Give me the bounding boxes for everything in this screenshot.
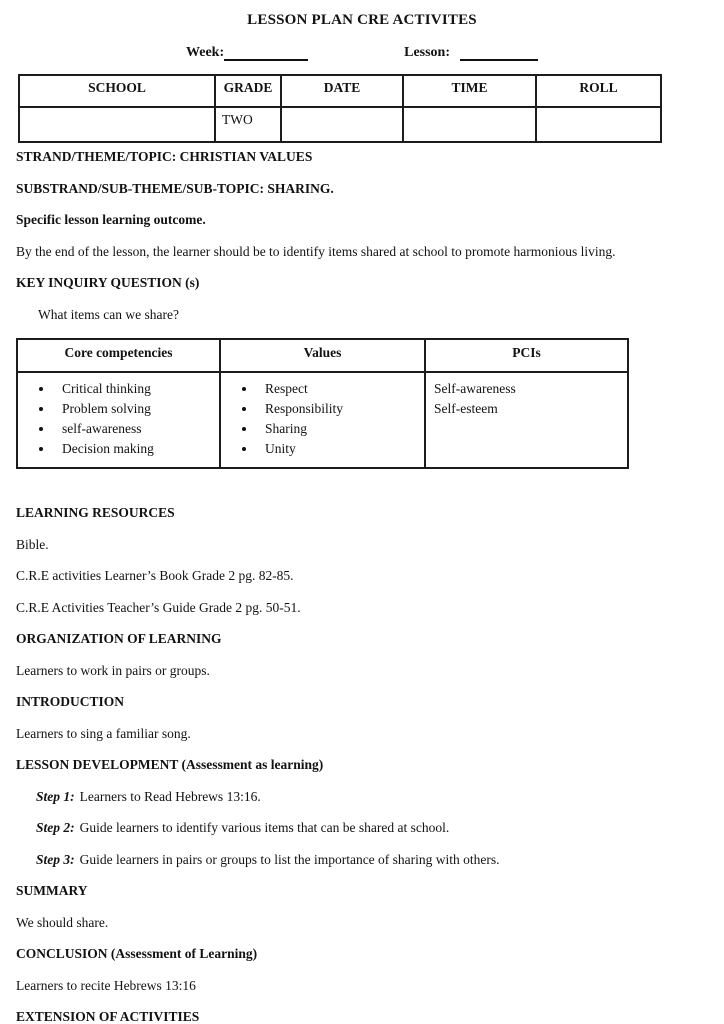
week-lesson-row (16, 43, 708, 61)
info-cell-school (19, 107, 215, 142)
organization-heading: ORGANIZATION OF LEARNING (16, 631, 222, 646)
competency-body-row (17, 372, 628, 468)
lesson-step (16, 820, 708, 836)
key-inquiry-heading: KEY INQUIRY QUESTION (s) (16, 275, 200, 290)
competency-header-row (17, 339, 628, 372)
lesson-step (16, 789, 708, 805)
resource-item: C.R.E activities Learner’s Book Grade 2 pg. 82-85. (16, 568, 294, 583)
conclusion-text: Learners to recite Hebrews 13:16 (16, 977, 196, 993)
list-item: • Decision making (54, 439, 211, 459)
list-item: • Responsibility (257, 399, 416, 419)
competency-header-pcis: PCIs (425, 339, 628, 372)
pcis-cell (425, 372, 628, 468)
introduction-text: Learners to sing a familiar song. (16, 725, 191, 741)
info-header-school: SCHOOL (19, 75, 215, 107)
competency-header-values: Values (220, 339, 425, 372)
step-text: Guide learners to identify various items that can be shared at school. (79, 820, 450, 835)
step-text: Guide learners in pairs or groups to list the importance of sharing with others. (79, 851, 500, 867)
outcome-text: By the end of the lesson, the learner should be to identify items shared at school to promote harmonious living. (16, 243, 616, 259)
info-cell-time (403, 107, 536, 142)
core-competencies-cell (17, 372, 220, 468)
pci-item: Self-esteem (434, 401, 498, 416)
lesson-step (16, 852, 708, 868)
substrand-heading: SUBSTRAND/SUB-THEME/SUB-TOPIC: SHARING. (16, 180, 334, 196)
strand-heading: STRAND/THEME/TOPIC: CHRISTIAN VALUES (16, 149, 313, 164)
extension-heading: EXTENSION OF ACTIVITIES (16, 1009, 200, 1024)
info-header-date: DATE (281, 75, 403, 107)
step-label: Step 3: (36, 851, 75, 867)
step-text: Learners to Read Hebrews 13:16. (79, 788, 261, 804)
resource-item: Bible. (16, 536, 49, 552)
info-table-value-row (19, 107, 661, 142)
core-competencies-list (26, 379, 211, 459)
list-item: • Problem solving (54, 399, 211, 419)
organization-text: Learners to work in pairs or groups. (16, 662, 210, 678)
values-cell (220, 372, 425, 468)
step-label: Step 1: (36, 788, 75, 804)
info-cell-roll (536, 107, 661, 142)
info-cell-date (281, 107, 403, 142)
competency-table (16, 338, 629, 469)
list-item: • Critical thinking (54, 379, 211, 399)
page-title: LESSON PLAN CRE ACTIVITES (247, 12, 477, 28)
school-info-table (18, 74, 662, 143)
info-cell-grade: TWO (215, 107, 281, 142)
info-header-time: TIME (403, 75, 536, 107)
lesson-blank-field (460, 47, 538, 61)
conclusion-heading: CONCLUSION (Assessment of Learning) (16, 946, 258, 961)
lesson-development-heading: LESSON DEVELOPMENT (Assessment as learning) (16, 757, 324, 772)
summary-text: We should share. (16, 914, 109, 930)
info-header-grade: GRADE (215, 75, 281, 107)
step-label: Step 2: (36, 820, 75, 835)
lesson-group (404, 45, 538, 61)
learning-resources-heading: LEARNING RESOURCES (16, 505, 175, 520)
list-item: • self-awareness (54, 419, 211, 439)
introduction-heading: INTRODUCTION (16, 694, 125, 709)
list-item: • Sharing (257, 419, 416, 439)
list-item: • Respect (257, 379, 416, 399)
outcome-heading: Specific lesson learning outcome. (16, 212, 206, 227)
week-blank-field (224, 47, 308, 61)
info-header-roll: ROLL (536, 75, 661, 107)
info-table-header-row (19, 75, 661, 107)
lesson-label: Lesson: (404, 45, 451, 60)
list-item: • Unity (257, 439, 416, 459)
pci-item: Self-awareness (434, 381, 516, 396)
values-list (229, 379, 416, 459)
competency-header-core: Core competencies (17, 339, 220, 372)
week-label: Week: (186, 45, 225, 60)
summary-heading: SUMMARY (16, 883, 88, 898)
key-inquiry-question: What items can we share? (38, 306, 179, 322)
resource-item: C.R.E Activities Teacher’s Guide Grade 2 pg. 50-51. (16, 599, 301, 615)
